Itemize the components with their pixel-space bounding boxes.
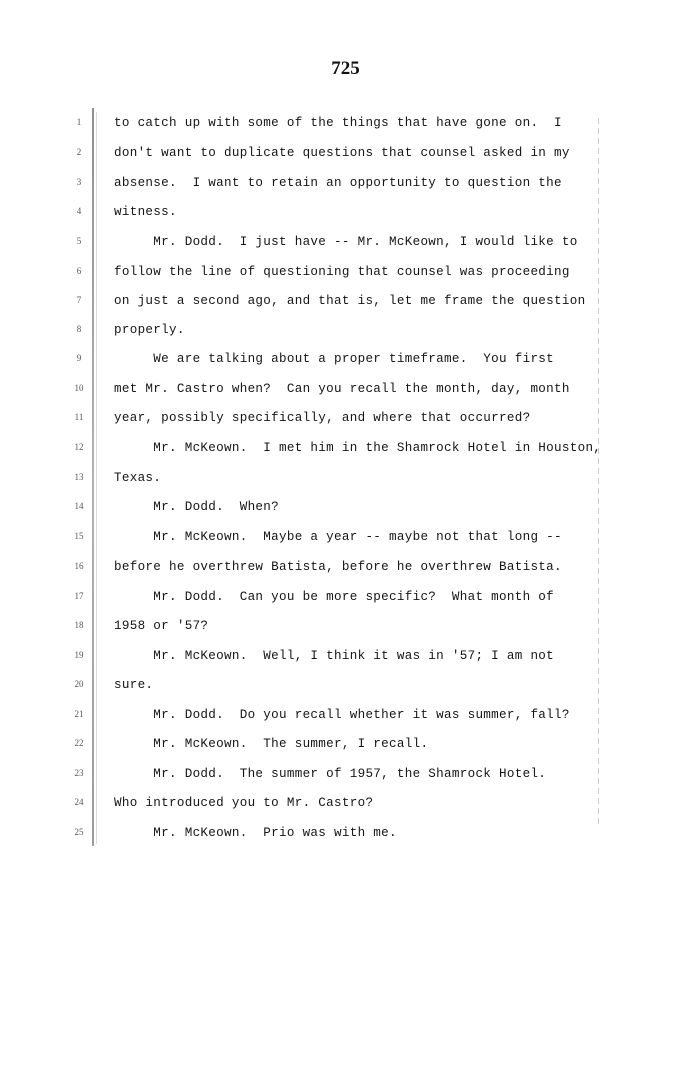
line-number: 8 <box>76 324 82 334</box>
transcript-line: Mr. McKeown. Maybe a year -- maybe not that long -- <box>114 530 562 544</box>
transcript-line: on just a second ago, and that is, let me frame the question <box>114 294 586 308</box>
line-number: 4 <box>76 206 82 216</box>
line-number: 12 <box>74 442 84 452</box>
line-number: 18 <box>74 620 84 630</box>
line-number: 9 <box>76 353 82 363</box>
line-number: 10 <box>74 383 84 393</box>
transcript-line: Texas. <box>114 471 162 485</box>
line-number: 13 <box>74 472 84 482</box>
line-number: 7 <box>76 295 82 305</box>
line-number: 15 <box>74 531 84 541</box>
line-number: 22 <box>74 738 84 748</box>
transcript-line: Who introduced you to Mr. Castro? <box>114 796 374 810</box>
line-number: 6 <box>76 266 82 276</box>
line-number: 24 <box>74 797 84 807</box>
transcript-line: Mr. McKeown. I met him in the Shamrock Hotel in Houston, <box>114 441 602 455</box>
transcript-line: before he overthrew Batista, before he overthrew Batista. <box>114 560 562 574</box>
transcript-line: Mr. Dodd. The summer of 1957, the Shamrock Hotel. <box>114 767 547 781</box>
transcript-line: Mr. McKeown. Well, I think it was in '57; I am not <box>114 649 555 663</box>
transcript-line: to catch up with some of the things that have gone on. I <box>114 116 562 130</box>
transcript-line: We are talking about a proper timeframe. You first <box>114 352 555 366</box>
transcript-line: Mr. McKeown. Prio was with me. <box>114 826 397 840</box>
line-number: 17 <box>74 591 84 601</box>
line-number: 19 <box>74 650 84 660</box>
line-number: 16 <box>74 561 84 571</box>
left-margin-rule <box>92 108 94 846</box>
transcript-line: sure. <box>114 678 154 692</box>
transcript-line: met Mr. Castro when? Can you recall the month, day, month <box>114 382 570 396</box>
line-number: 23 <box>74 768 84 778</box>
transcript-line: Mr. Dodd. When? <box>114 500 280 514</box>
line-number: 20 <box>74 679 84 689</box>
line-number: 21 <box>74 709 84 719</box>
line-number: 3 <box>76 177 82 187</box>
transcript-line: Mr. Dodd. Can you be more specific? What month of <box>114 590 555 604</box>
line-number: 25 <box>74 827 84 837</box>
page-number: 725 <box>331 58 360 79</box>
transcript-line: Mr. Dodd. I just have -- Mr. McKeown, I would like to <box>114 235 578 249</box>
line-number: 1 <box>76 117 82 127</box>
transcript-line: absense. I want to retain an opportunity to question the <box>114 176 562 190</box>
right-margin-rule <box>598 118 599 828</box>
transcript-line: 1958 or '57? <box>114 619 209 633</box>
line-number: 11 <box>74 412 84 422</box>
transcript-line: Mr. McKeown. The summer, I recall. <box>114 737 429 751</box>
transcript-line: follow the line of questioning that counsel was proceeding <box>114 265 570 279</box>
transcript-line: Mr. Dodd. Do you recall whether it was summer, fall? <box>114 708 570 722</box>
line-number: 2 <box>76 147 82 157</box>
transcript-line: year, possibly specifically, and where that occurred? <box>114 411 531 425</box>
left-margin-rule-inner <box>96 112 97 844</box>
line-number: 14 <box>74 501 84 511</box>
transcript-line: properly. <box>114 323 185 337</box>
line-number: 5 <box>76 236 82 246</box>
transcript-line: witness. <box>114 205 177 219</box>
transcript-line: don't want to duplicate questions that counsel asked in my <box>114 146 570 160</box>
